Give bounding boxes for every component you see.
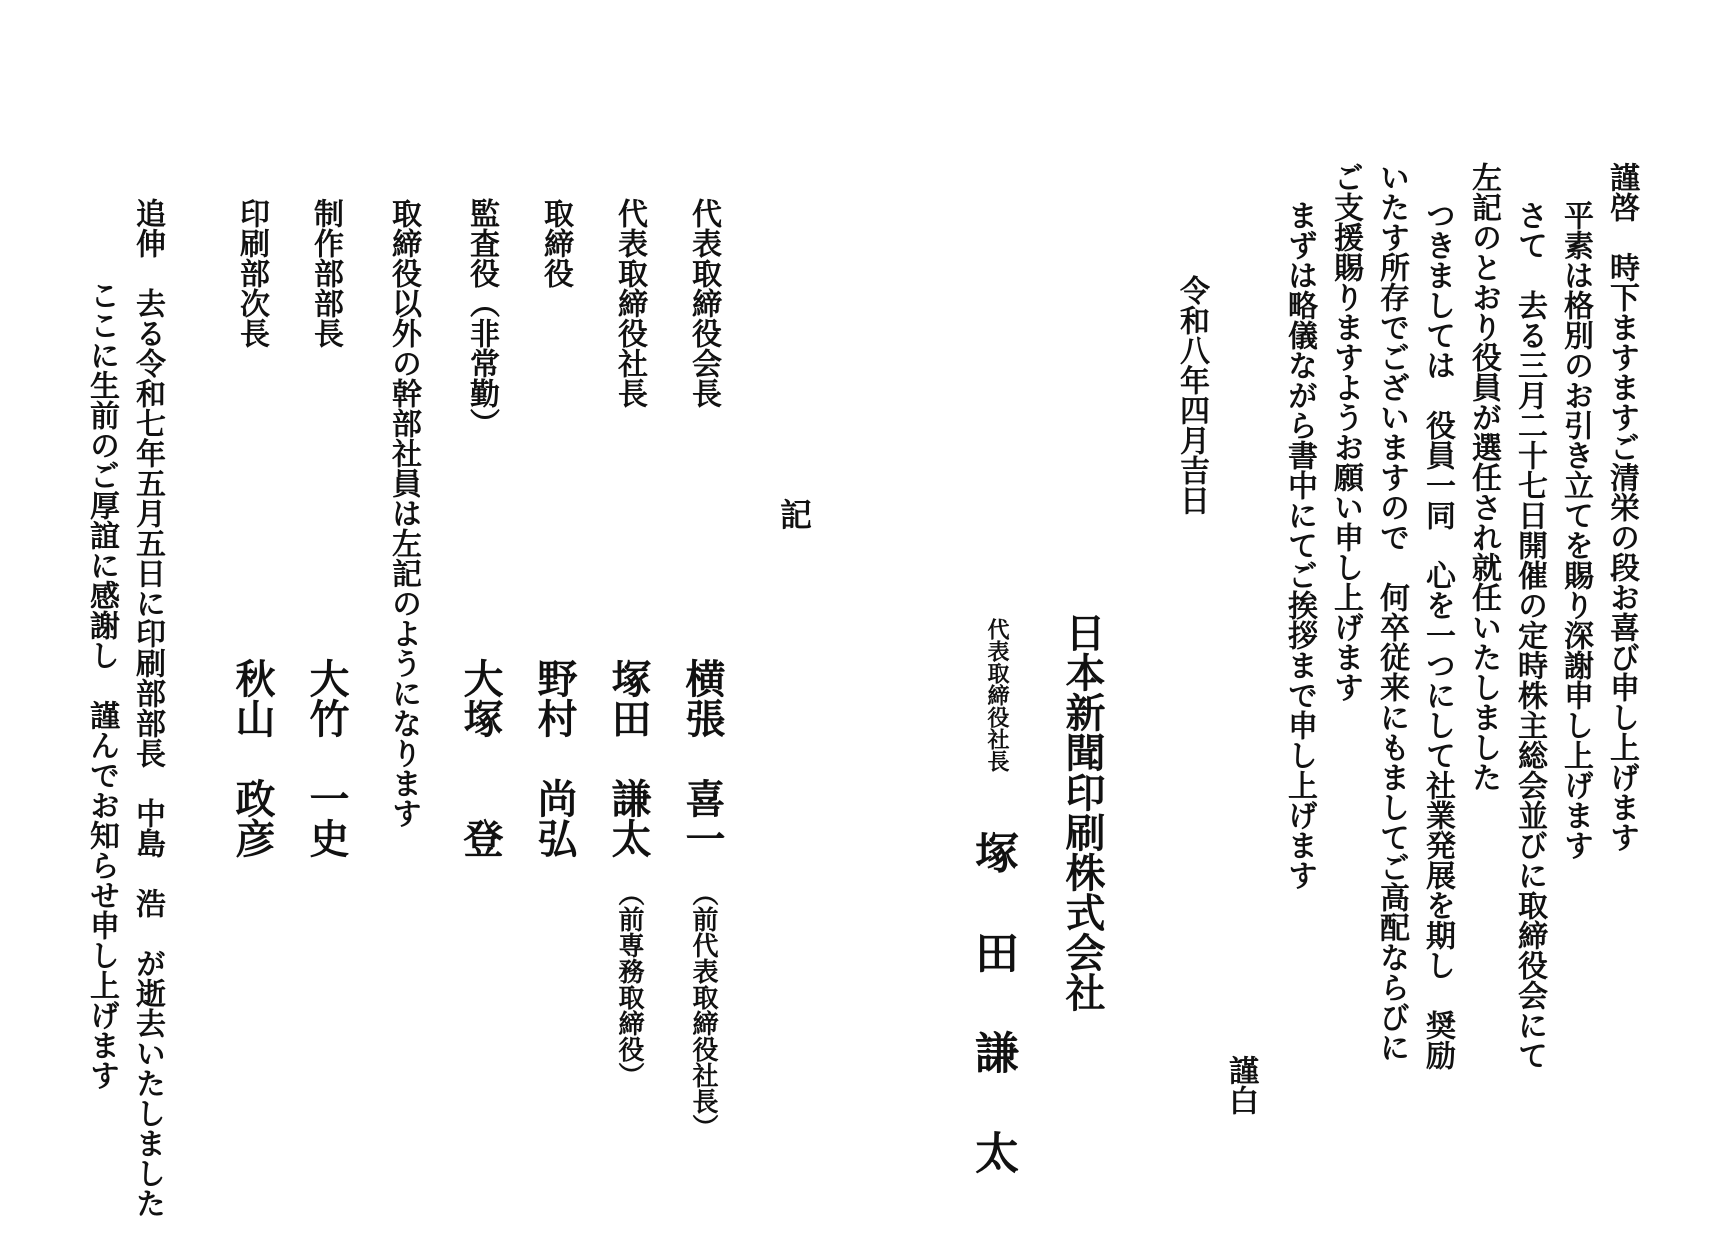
officer-position: 代表取締役会長 (686, 198, 721, 408)
officer-name: 大塚 登 (457, 658, 504, 858)
letter-date: 令和八年四月吉日 (1174, 275, 1209, 515)
letter-salutation: 謹啓 時下ますますご清栄の段お喜び申し上げます (1604, 162, 1639, 852)
letter-line: 平素は格別のお引き立てを賜り深謝申し上げます (1558, 200, 1593, 860)
staff-name: 大竹 一史 (303, 658, 350, 858)
officer-name: 横張 喜一 (679, 658, 726, 858)
staff-position: 印刷部次長 (234, 198, 269, 348)
officer-position: 代表取締役社長 (612, 198, 647, 408)
officer-position: 取締役 (538, 198, 573, 288)
officer-note: （前代表取締役社長） (688, 880, 718, 1140)
record-heading: 記 (775, 498, 813, 530)
letter-line: つきましては 役員一同 心を一つにして社業発展を期し 奨励 (1420, 200, 1455, 1070)
staff-position: 制作部部長 (308, 198, 343, 348)
letter-line: さて 去る三月二十七日開催の定時株主総会並びに取締役会にて (1512, 200, 1547, 1070)
letter-line: ご支援賜りますようお願い申し上げます (1328, 162, 1363, 702)
letter-line: 左記のとおり役員が選任され就任いたしました (1466, 162, 1501, 792)
postscript-line: ここに生前のご厚誼に感謝し 謹んでお知らせ申し上げます (84, 280, 119, 1090)
staff-name: 秋山 政彦 (229, 658, 276, 858)
officer-name: 塚田 謙太 (605, 658, 652, 858)
letter-line: いたす所存でございますので 何卒従来にもましてご高配ならびに (1374, 162, 1409, 1062)
letter-closing: 謹白 (1223, 1055, 1258, 1115)
sender-name: 塚田謙太 (967, 830, 1018, 1230)
sender-title: 代表取締役社長 (984, 618, 1010, 772)
officer-note: （前専務取締役） (614, 880, 644, 1088)
staff-intro: 取締役以外の幹部社員は左記のようになります (386, 198, 421, 828)
officer-name: 野村 尚弘 (531, 658, 578, 858)
postscript-line: 追伸 去る令和七年五月五日に印刷部部長 中島 浩 が逝去いたしました (130, 198, 165, 1218)
letter-line: まずは略儀ながら書中にてご挨拶まで申し上げます (1282, 200, 1317, 890)
officer-position: 監査役（非常勤） (464, 198, 499, 438)
sender-company: 日本新聞印刷株式会社 (1059, 612, 1106, 1012)
